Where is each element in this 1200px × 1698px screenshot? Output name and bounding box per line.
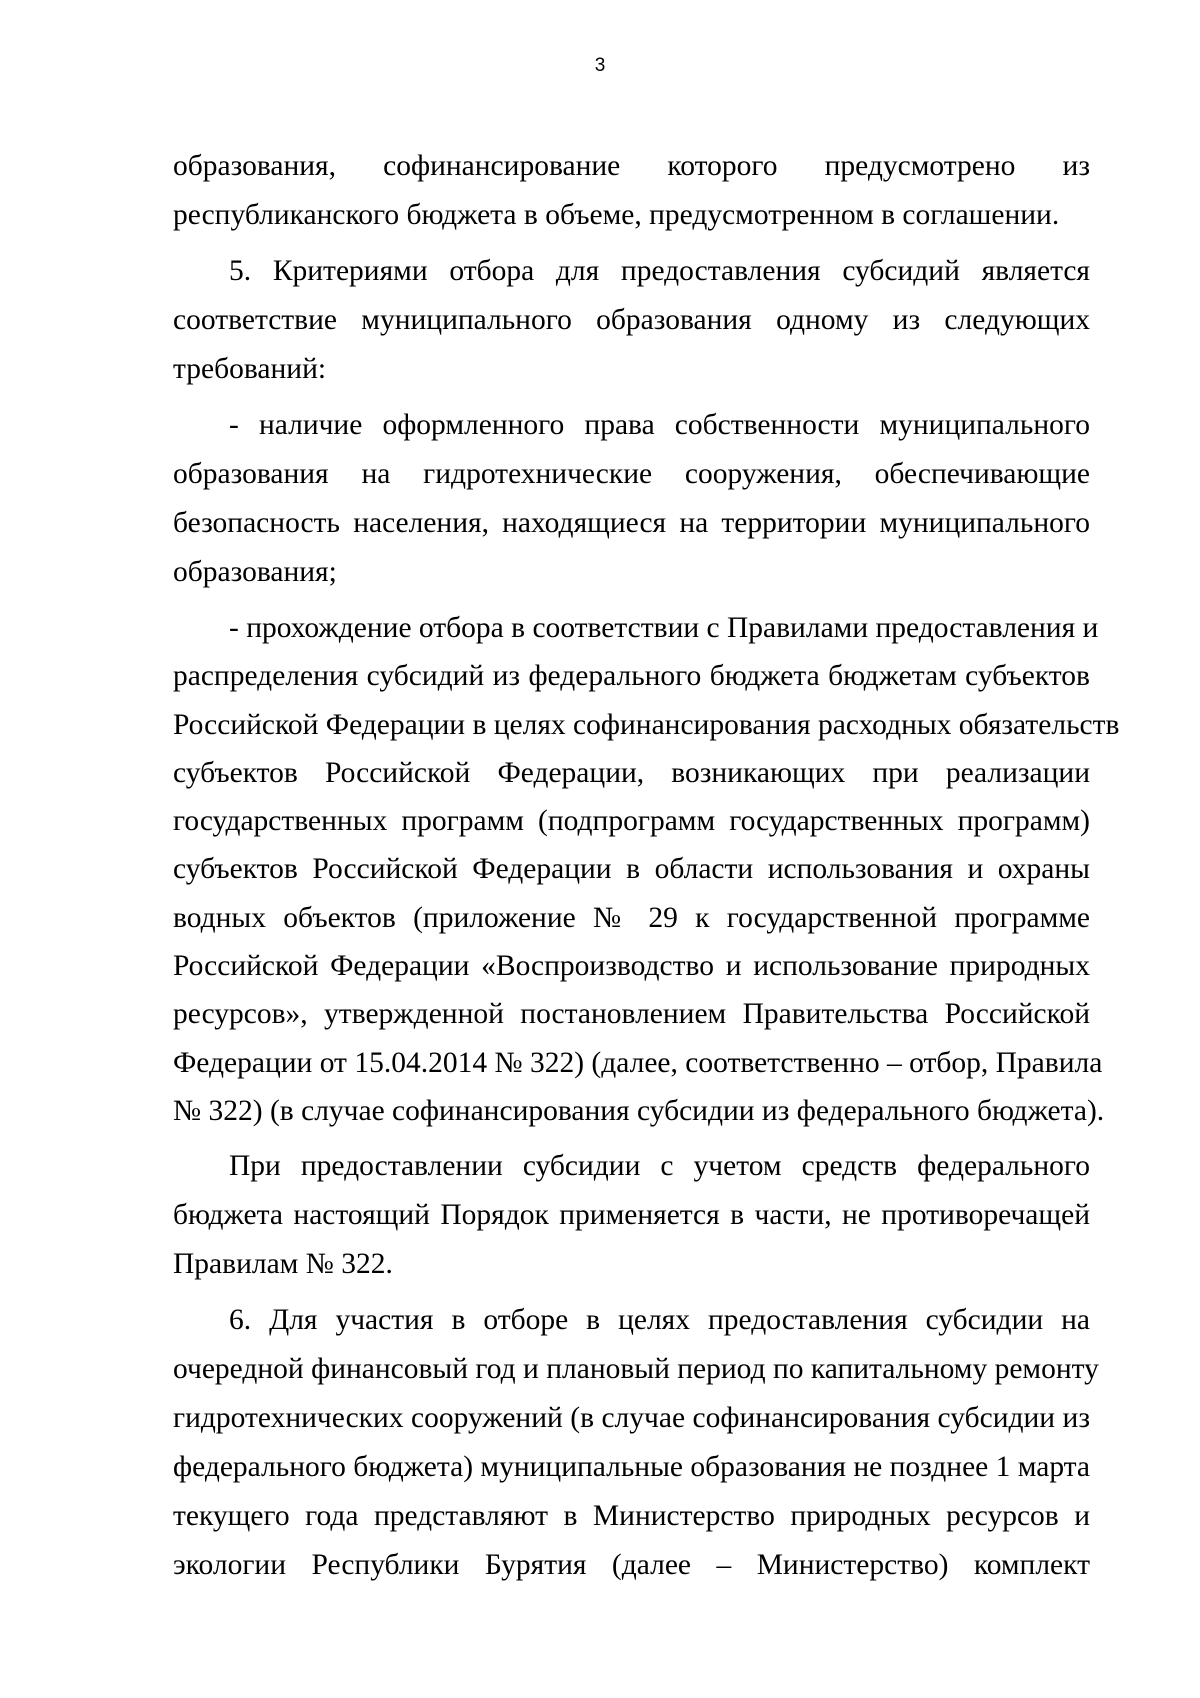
text-line: субъектов Российской Федерации, возникающих при реализации [173, 756, 1090, 789]
text-line: бюджета настоящий Порядок применяется в части, не противоречащей [173, 1199, 1090, 1232]
text-line: соответствие муниципального образования одному из следующих [173, 304, 1090, 336]
text-line: очередной финансовый год и плановый период по капитальному ремонту [173, 1353, 1099, 1386]
text-line: федерального бюджета) муниципальные образования не позднее 1 марта [173, 1451, 1091, 1484]
text-line: требований: [173, 353, 327, 385]
paragraph-federal-budget-note [173, 1142, 1090, 1289]
paragraph-ownership-requirement [173, 401, 1090, 597]
text-line: водных объектов (приложение № 29 к государственной программе [173, 901, 1090, 934]
page-number: 3 [594, 55, 606, 76]
text-line: При предоставлении субсидии с учетом средств федерального [229, 1150, 1090, 1183]
paragraph-selection-requirement [173, 604, 1120, 1135]
text-line: текущего года представляют в Министерство природных ресурсов и [173, 1500, 1090, 1533]
text-line: 6. Для участия в отборе в целях предоставления субсидии на [229, 1304, 1090, 1337]
text-line: образования, софинансирование которого предусмотрено из [173, 150, 1090, 182]
text-line: безопасность населения, находящиеся на территории муниципального [173, 507, 1090, 539]
text-line: Российской Федерации «Воспроизводство и использование природных [173, 950, 1090, 983]
text-line: образования; [173, 556, 337, 588]
document-body [173, 142, 1120, 1597]
text-line: Российской Федерации в целях софинансирования расходных обязательств [173, 708, 1120, 741]
paragraph-continuation [173, 142, 1090, 240]
text-line: образования на гидротехнические сооружения, обеспечивающие [173, 458, 1090, 490]
text-line: распределения субсидий из федерального бюджета бюджетам субъектов [173, 660, 1090, 693]
paragraph-participation [173, 1296, 1099, 1590]
text-line: ресурсов», утвержденной постановлением Правительства Российской [173, 998, 1090, 1031]
text-line: государственных программ (подпрограмм государственных программ) [173, 805, 1090, 838]
text-line: - прохождение отбора в соответствии с Правилами предоставления и [229, 612, 1099, 644]
text-line: Правилам № 322. [173, 1248, 393, 1281]
text-line: 5. Критериями отбора для предоставления субсидий является [229, 255, 1090, 287]
text-line: субъектов Российской Федерации в области использования и охраны [173, 853, 1090, 886]
text-line: № 322) (в случае софинансирования субсидии из федерального бюджета). [173, 1094, 1105, 1127]
text-line: Федерации от 15.04.2014 № 322) (далее, соответственно – отбор, Правила [173, 1046, 1103, 1079]
text-line: экологии Республики Бурятия (далее – Министерство) комплект [173, 1549, 1090, 1582]
text-line: - наличие оформленного права собственности муниципального [229, 409, 1090, 441]
text-line: гидротехнических сооружений (в случае софинансирования субсидии из [173, 1402, 1090, 1435]
text-line: республиканского бюджета в объеме, предусмотренном в соглашении. [173, 199, 1060, 231]
paragraph-criteria [173, 247, 1090, 394]
